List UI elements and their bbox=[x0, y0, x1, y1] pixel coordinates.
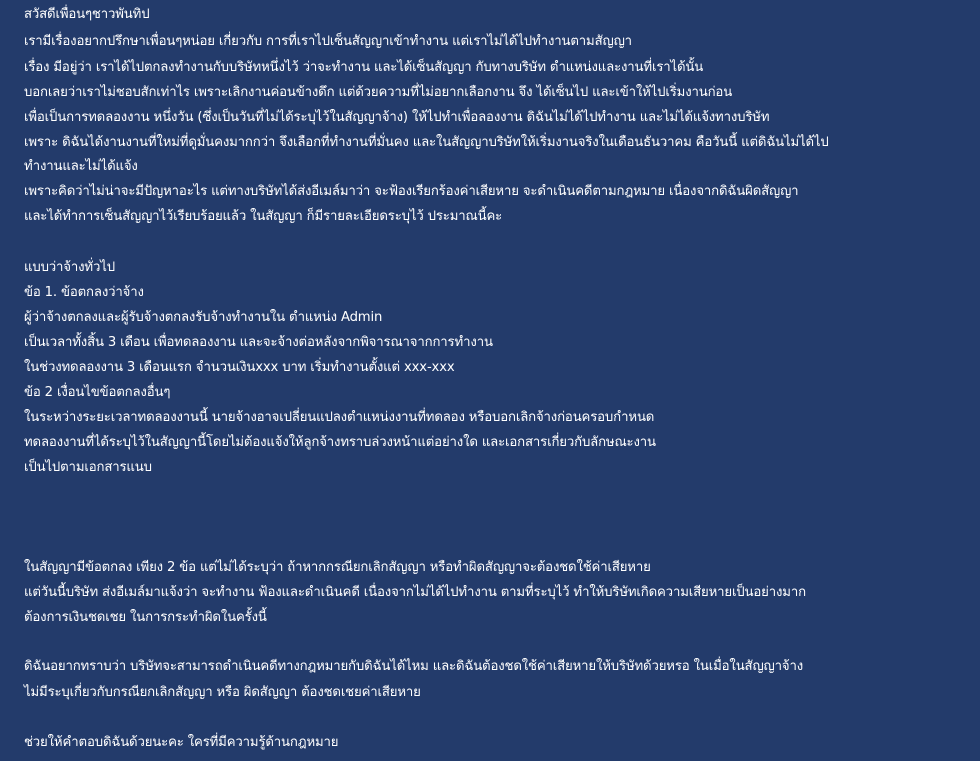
post-line: ข้อ 1. ข้อตกลงว่าจ้าง bbox=[24, 285, 144, 300]
post-line: บอกเลยว่าเราไม่ชอบสักเท่าไร เพราะเลิกงานค่อนข้างดึก แต่ด้วยความที่ไม่อยากเลือกงาน จึง ได้เซ็นไป และเข้าให้ไปเริ่มงานก่อน bbox=[24, 85, 733, 100]
post-line: ช่วยให้คำตอบดิฉันด้วยนะคะ ใครที่มีความรู้ด้านกฎหมาย bbox=[24, 735, 339, 750]
post-line: ต้องการเงินชดเชย ในการกระทำผิดในครั้งนี้ bbox=[24, 610, 267, 625]
post-line: ผู้ว่าจ้างตกลงและผู้รับจ้างตกลงรับจ้างทำงานใน ตำแหน่ง Admin bbox=[24, 310, 383, 325]
post-line: ทำงานและไม่ได้แจ้ง bbox=[24, 159, 138, 174]
post-line: แต่วันนี้บริษัท ส่งอีเมล์มาแจ้งว่า จะทำงาน ฟ้องและดำเนินคดี เนื่องจากไม่ได้ไปทำงาน ตามที่ระบุไว้ ทำให้บริษัทเกิดความเสียหายเป็นอย่างมาก bbox=[24, 585, 806, 600]
post-line: เป็นไปตามเอกสารแนบ bbox=[24, 460, 152, 475]
post-line: ในช่วงทดลองงาน 3 เดือนแรก จำนวนเงินxxx บาท เริ่มทำงานตั้งแต่ xxx-xxx bbox=[24, 360, 455, 375]
post-line: เรื่อง มีอยู่ว่า เราได้ไปตกลงทำงานกับบริษัทหนึ่งไว้ ว่าจะทำงาน และได้เซ็นสัญญา กับทางบริษัท ตำแหน่งและงานที่เราได้นั้น bbox=[24, 60, 704, 75]
post-line: เพราะ ดิฉันได้งานงานที่ใหม่ที่ดูมั่นคงมากกว่า จึงเลือกที่ทำงานที่มั่นคง และในสัญญาบริษัทให้เริ่มงานจริงในเดือนธันวาคม คือวันนี้ แต่ดิฉันไม่ได้ไป bbox=[24, 135, 829, 150]
post-line: และได้ทำการเซ็นสัญญาไว้เรียบร้อยแล้ว ในสัญญา ก็มีรายละเอียดระบุไว้ ประมาณนี้คะ bbox=[24, 209, 503, 224]
post-line: ทดลองงานที่ได้ระบุไว้ในสัญญานี้โดยไม่ต้องแจ้งให้ลูกจ้างทราบล่วงหน้าแต่อย่างใด และเอกสารเกี่ยวกับลักษณะงาน bbox=[24, 435, 656, 450]
post-line: เพื่อเป็นการทดลองงาน หนึ่งวัน (ซึ่งเป็นวันที่ไม่ได้ระบุไว้ในสัญญาจ้าง) ให้ไปทำเพื่อลองงาน ดิฉันไม่ได้ไปทำงาน และไม่ได้แจ้งทางบริษัท bbox=[24, 110, 770, 125]
post-line: ในระหว่างระยะเวลาทดลองงานนี้ นายจ้างอาจเปลี่ยนแปลงตำแหน่งงานที่ทดลอง หรือบอกเลิกจ้างก่อนครอบกำหนด bbox=[24, 410, 655, 425]
post-line: สวัสดีเพื่อนๆชาวพันทิป bbox=[24, 7, 150, 22]
post-line: เป็นเวลาทั้งสิ้น 3 เดือน เพื่อทดลองงาน และจะจ้างต่อหลังจากพิจารณาจากการทำงาน bbox=[24, 335, 493, 350]
post-line: แบบว่าจ้างทั่วไป bbox=[24, 260, 115, 275]
post-line: ในสัญญามีข้อตกลง เพียง 2 ข้อ แต่ไม่ได้ระบุว่า ถ้าหากกรณียกเลิกสัญญา หรือทำผิดสัญญาจะต้องชดใช้ค่าเสียหาย bbox=[24, 560, 651, 575]
post-line: เรามีเรื่องอยากปรึกษาเพื่อนๆหน่อย เกี่ยวกับ การที่เราไปเซ็นสัญญาเข้าทำงาน แต่เราไม่ได้ไปทำงานตามสัญญา bbox=[24, 34, 632, 49]
post-line: เพราะคิดว่าไม่น่าจะมีปัญหาอะไร แต่ทางบริษัทได้ส่งอีเมล์มาว่า จะฟ้องเรียกร้องค่าเสียหาย จะดำเนินคดีตามกฎหมาย เนื่องจากดิฉันผิดสัญญา bbox=[24, 184, 799, 199]
post-line: ดิฉันอยากทราบว่า บริษัทจะสามารถดำเนินคดีทางกฎหมายกับดิฉันได้ไหม และดิฉันต้องชดใช้ค่าเสียหายให้บริษัทด้วยหรอ ในเมื่อในสัญญาจ้าง bbox=[24, 659, 804, 674]
post-line: ไม่มีระบุเกี่ยวกับกรณียกเลิกสัญญา หรือ ผิดสัญญา ต้องชดเชยค่าเสียหาย bbox=[24, 685, 421, 700]
post-line: ข้อ 2 เงื่อนไขข้อตกลงอื่นๆ bbox=[24, 385, 171, 400]
